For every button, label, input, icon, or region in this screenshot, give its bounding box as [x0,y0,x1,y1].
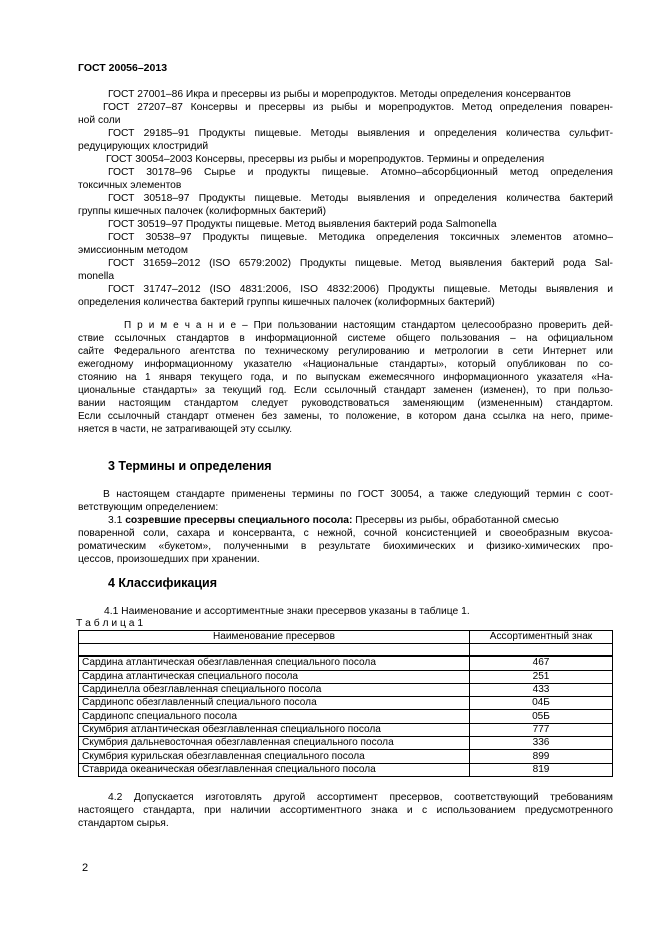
table-cell-name: Ставрида океаническая обезглавленная специального посола [79,763,470,776]
page-number: 2 [82,862,89,874]
note-line: Если ссылочный стандарт отменен без замены, то положение, в котором дана ссылка на него, приме- [78,411,613,422]
table-row [79,723,613,736]
term-definition-line: роматическим «букетом», полученными в результате биохимических и физико-химических про- [78,541,613,552]
note-line: П р и м е ч а н и е – При пользовании настоящим стандартом целесообразно проверить дей- [124,320,613,331]
section-3-paragraph: В настоящем стандарте применены термины по ГОСТ 30054, а также следующий термин с соот- [103,489,613,500]
ref-line: группы кишечных палочек (колиформных бактерий) [78,206,327,217]
section-4-title: 4 Классификация [108,576,218,590]
ref-line: ной соли [78,115,121,126]
ref-line: эмиссионным методом [78,245,188,256]
table-cell-name: Сардина атлантическая специального посола [79,670,470,683]
section-4-2-line: настоящего стандарта, при наличии ассортиментного знака и с использованием предусмотренного [78,805,613,816]
ref-line: редуцирующих клостридий [78,141,209,152]
table-cell-name: Сардина атлантическая обезглавленная специального посола [79,656,470,670]
ref-line: ГОСТ 27001–86 Икра и пресервы из рыбы и морепродуктов. Методы определения консервантов [108,89,571,100]
table-cell-name: Сардинопс обезглавленный специального посола [79,697,470,710]
ref-line: ГОСТ 29185–91 Продукты пищевые. Методы выявления и определения количества сульфит- [108,128,613,139]
note-line: сайте Федерального агентства по техническому регулированию и метрологии в сети Интернет или [78,346,613,357]
table-header-mark: Ассортиментный знак [470,631,613,644]
section-4-2-line: стандартом сырья. [78,818,169,829]
table-cell-mark: 251 [470,670,613,683]
table-cell-mark: 05Б [470,710,613,723]
section-4-1-paragraph: 4.1 Наименование и ассортиментные знаки пресервов указаны в таблице 1. [104,606,470,617]
ref-line: ГОСТ 27207–87 Консервы и пресервы из рыбы и морепродуктов. Метод определения поварен- [103,102,613,113]
ref-line: ГОСТ 30538–97 Продукты пищевые. Методика определения токсичных элементов атомно– [108,232,613,243]
table-cell-mark: 04Б [470,697,613,710]
note-line: циональные стандарты» за текущий год. Если ссылочный стандарт заменен (изменен), то при пользо- [78,385,613,396]
table-cell-name: Скумбрия дальневосточная обезглавленная специального посола [79,737,470,750]
section-3-paragraph: ветствующим определением: [78,502,219,513]
table-header-row [79,631,613,644]
note-line: няется в части, не затрагивающей эту ссылку. [78,424,293,435]
ref-line: ГОСТ 30178–96 Сырье и продукты пищевые. Атомно–абсорбционный метод определения [108,167,613,178]
table-row [79,750,613,763]
table-cell-name: Сардинопс специального посола [79,710,470,723]
term-definition-line: поваренной соли, сахара и консерванта, с нежной, сочной консистенцией и своеобразным вкусоа- [78,528,613,539]
term-definition-start: Пресервы из рыбы, обработанной смесью [352,515,559,526]
table-spacer-row [79,644,613,657]
ref-line: ГОСТ 30518–97 Продукты пищевые. Методы выявления и определения количества бактерий [108,193,613,204]
ref-line: ГОСТ 31659–2012 (ISO 6579:2002) Продукты пищевые. Метод выявления бактерий рода Sal- [108,258,613,269]
ref-line: определения количества бактерий группы кишечных палочек (колиформных бактерий) [78,297,495,308]
table-cell-mark: 336 [470,737,613,750]
table-cell-name: Скумбрия атлантическая обезглавленная специального посола [79,723,470,736]
ref-line: токсичных элементов [78,180,182,191]
note-line: стоянию на 1 января текущего года, и по выпускам ежемесячного информационного указателя «На- [78,372,613,383]
term-number: 3.1 [108,515,126,526]
term-definition-first-line [108,514,559,527]
ref-line: ГОСТ 31747–2012 (ISO 4831:2006, ISO 4832:2006) Продукты пищевые. Методы выявления и [108,284,613,295]
table-header-name: Наименование пресервов [79,631,470,644]
table-row [79,710,613,723]
note-line: ежегодному информационному указателю «Национальные стандарты», который опубликован по со- [78,359,613,370]
section-4-2-line: 4.2 Допускается изготовлять другой ассортимент пресервов, соответствующий требованиям [108,792,613,803]
table-cell-mark: 433 [470,683,613,696]
table-cell-mark: 899 [470,750,613,763]
term-name: созревшие пресервы специального посола: [125,515,353,526]
table-row [79,670,613,683]
table-cell-mark: 819 [470,763,613,776]
table-row [79,656,613,670]
table-row [79,697,613,710]
table-cell-name: Скумбрия курильская обезглавленная специального посола [79,750,470,763]
table-cell-mark: 467 [470,656,613,670]
doc-header-code: ГОСТ 20056–2013 [78,62,168,74]
assortment-table [78,630,613,777]
ref-line: ГОСТ 30054–2003 Консервы, пресервы из рыбы и морепродуктов. Термины и определения [106,154,545,165]
table-caption: Т а б л и ц а 1 [76,618,144,629]
term-definition-line: цессов, произошедших при хранении. [78,554,260,565]
ref-line: ГОСТ 30519–97 Продукты пищевые. Метод выявления бактерий рода Salmonella [108,219,497,230]
ref-line: monella [78,271,115,282]
table-row [79,683,613,696]
table-cell-mark: 777 [470,723,613,736]
note-line: ствие ссылочных стандартов в информационной системе общего пользования – на официальном [78,333,613,344]
note-line: вании настоящим стандартом следует руководствоваться заменяющим (измененным) стандартом. [78,398,613,409]
table-cell-name: Сардинелла обезглавленная специального посола [79,683,470,696]
section-3-title: 3 Термины и определения [108,459,272,473]
table-row [79,763,613,776]
table-row [79,737,613,750]
